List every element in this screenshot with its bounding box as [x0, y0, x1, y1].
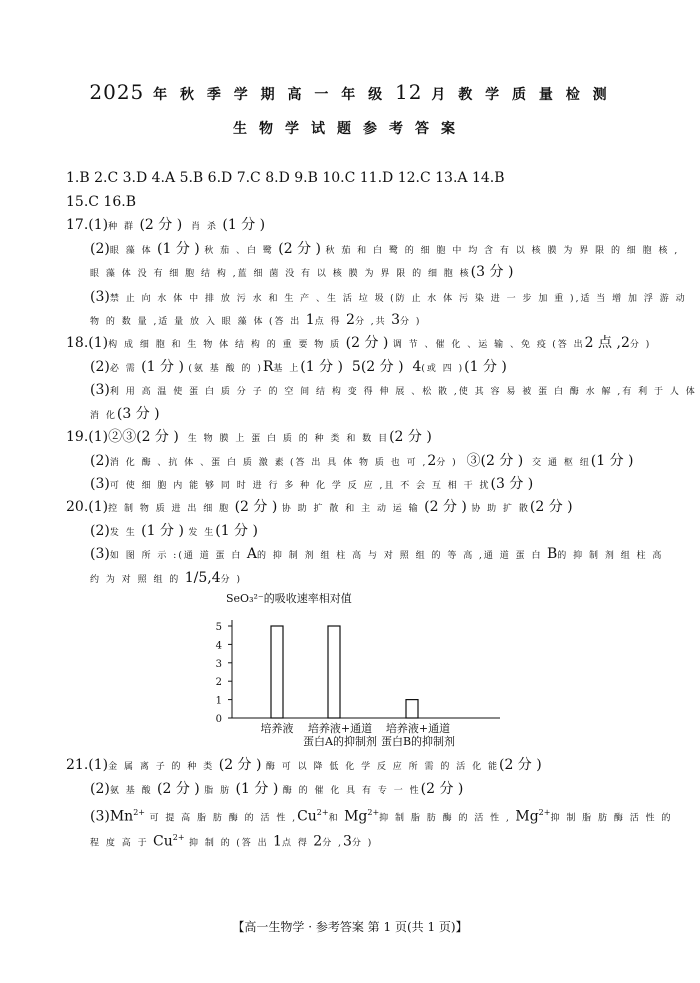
- y-tick-label: 4: [215, 640, 222, 652]
- q20-part1: 20.(1)控 制 物 质 进 出 细 胞 (2 分 ) 协 助 扩 散 和 主 动 运 输 (2 分 ) 协 助 扩 散(2 分 ): [66, 499, 573, 515]
- category-label: 蛋白B的抑制剂: [380, 735, 456, 748]
- q19-part2: (2)消 化 酶 、抗 体 、蛋 白 质 激 素 (答 出 具 体 物 质 也 可 ,2分 ) ③(2 分 ) 交 通 枢 纽(1 分 ): [90, 453, 634, 469]
- bar: [271, 626, 283, 718]
- page-footer: 【高一生物学 · 参考答案 第 1 页(共 1 页)】: [232, 920, 468, 934]
- q20-part3-cont: 约 为 对 照 组 的 1/5,4分 ): [90, 570, 243, 586]
- q20-part2: (2)发 生 (1 分 ) 发 生(1 分 ): [90, 523, 258, 539]
- q18-part3-cont: 消 化(3 分 ): [90, 406, 160, 422]
- y-tick-label: 2: [215, 677, 222, 689]
- q17-part1: 17.(1)种 群 (2 分 ) 肖 杀 (1 分 ): [66, 217, 266, 233]
- q21-part3-cont: 程 度 高 于 $Cu^{2+}$ 抑 制 的 (答 出 1点 得 2分 ,3分 ): [90, 833, 374, 850]
- q18-part3: (3)利 用 高 温 使 蛋 白 质 分 子 的 空 间 结 构 变 得 伸 展 、松 散 ,使 其 容 易 被 蛋 白 酶 水 解 ,有 利 于 人 体: [90, 382, 697, 398]
- q17-part3: (3)禁 止 向 水 体 中 排 放 污 水 和 生 产 、生 活 垃 圾 (防 止 水 体 污 染 进 一 步 加 重 ),适 当 增 加 浮 游 动: [90, 289, 687, 305]
- category-label: 培养液+通道: [307, 722, 373, 735]
- mc-row-1: 1.B 2.C 3.D 4.A 5.B 6.D 7.C 8.D 9.B 10.C 11.D 12.C 13.A 14.B: [66, 170, 505, 186]
- y-tick-label: 3: [215, 658, 222, 670]
- q18-part1: 18.(1)构 成 细 胞 和 生 物 体 结 构 的 重 要 物 质 (2 分 ) 调 节 、催 化 、运 输 、免 疫 (答 出2 点 ,2分 ): [66, 335, 652, 351]
- q21-part2: (2)氨 基 酸 (2 分 ) 脂 肪 (1 分 ) 酶 的 催 化 具 有 专 一 性(2 分 ): [90, 781, 464, 797]
- category-label: 培养液: [260, 722, 294, 735]
- q19-part1: 19.(1)②③(2 分 ) 生 物 膜 上 蛋 白 质 的 种 类 和 数 目(2 分 ): [66, 429, 432, 445]
- y-tick-label: 0: [215, 714, 222, 725]
- category-label: 蛋白A的抑制剂: [303, 735, 377, 748]
- q17-part2-cont: 眼 藻 体 没 有 细 胞 结 构 ,蓝 细 菌 没 有 以 核 膜 为 界 限 的 细 胞 核(3 分 ): [90, 264, 514, 280]
- exam-title: 2025 年 秋 季 学 期 高 一 年 级 12 月 教 学 质 量 检 测: [89, 80, 611, 104]
- q20-part3: (3)如 图 所 示 :(通 道 蛋 白 A的 抑 制 剂 组 柱 高 与 对 照 组 的 等 高 ,通 道 蛋 白 B的 抑 制 剂 组 柱 高: [90, 546, 664, 562]
- bar: [406, 700, 418, 718]
- y-tick-label: 1: [215, 695, 222, 707]
- q17-part2: (2)眼 藻 体 (1 分 ) 秋 茄 、白 鹭 (2 分 ) 秋 茄 和 白 鹭 的 细 胞 中 均 含 有 以 核 膜 为 界 限 的 细 胞 核 ,: [90, 241, 680, 257]
- answer-subtitle: 生物学试题参考答案: [233, 121, 467, 137]
- mc-row-2: 15.C 16.B: [66, 194, 136, 210]
- chart-title: SeO₃²⁻的吸收速率相对值: [226, 592, 352, 605]
- q21-part1: 21.(1)金 属 离 子 的 种 类 (2 分 ) 酶 可 以 降 低 化 学 反 应 所 需 的 活 化 能(2 分 ): [66, 757, 542, 773]
- q18-part2: (2)必 需 (1 分 ) (氨 基 酸 的 )R基 上(1 分 ) 5(2 分 ) 4(或 四 )(1 分 ): [90, 359, 507, 375]
- q21-part3: $(3)Mn^{2+}$ 可 提 高 脂 肪 酶 的 活 性 $,Cu^{2+}$和 $Mg^{2+}$抑 制 脂 肪 酶 的 活 性 , $Mg^{2+}$抑 制 脂 肪 酶 活 性 的: [90, 808, 673, 825]
- q17-part3-cont: 物 的 数 量 ,适 量 放 入 眼 藻 体 (答 出 1点 得 2分 ,共 3分 ): [90, 312, 422, 328]
- q19-part3: (3)可 使 细 胞 内 能 够 同 时 进 行 多 种 化 学 反 应 ,且 不 会 互 相 干 扰(3 分 ): [90, 476, 534, 492]
- bar: [328, 626, 340, 718]
- seo3-uptake-bar-chart: [200, 586, 520, 752]
- y-tick-label: 5: [215, 622, 222, 633]
- category-label: 培养液+通道: [385, 722, 451, 735]
